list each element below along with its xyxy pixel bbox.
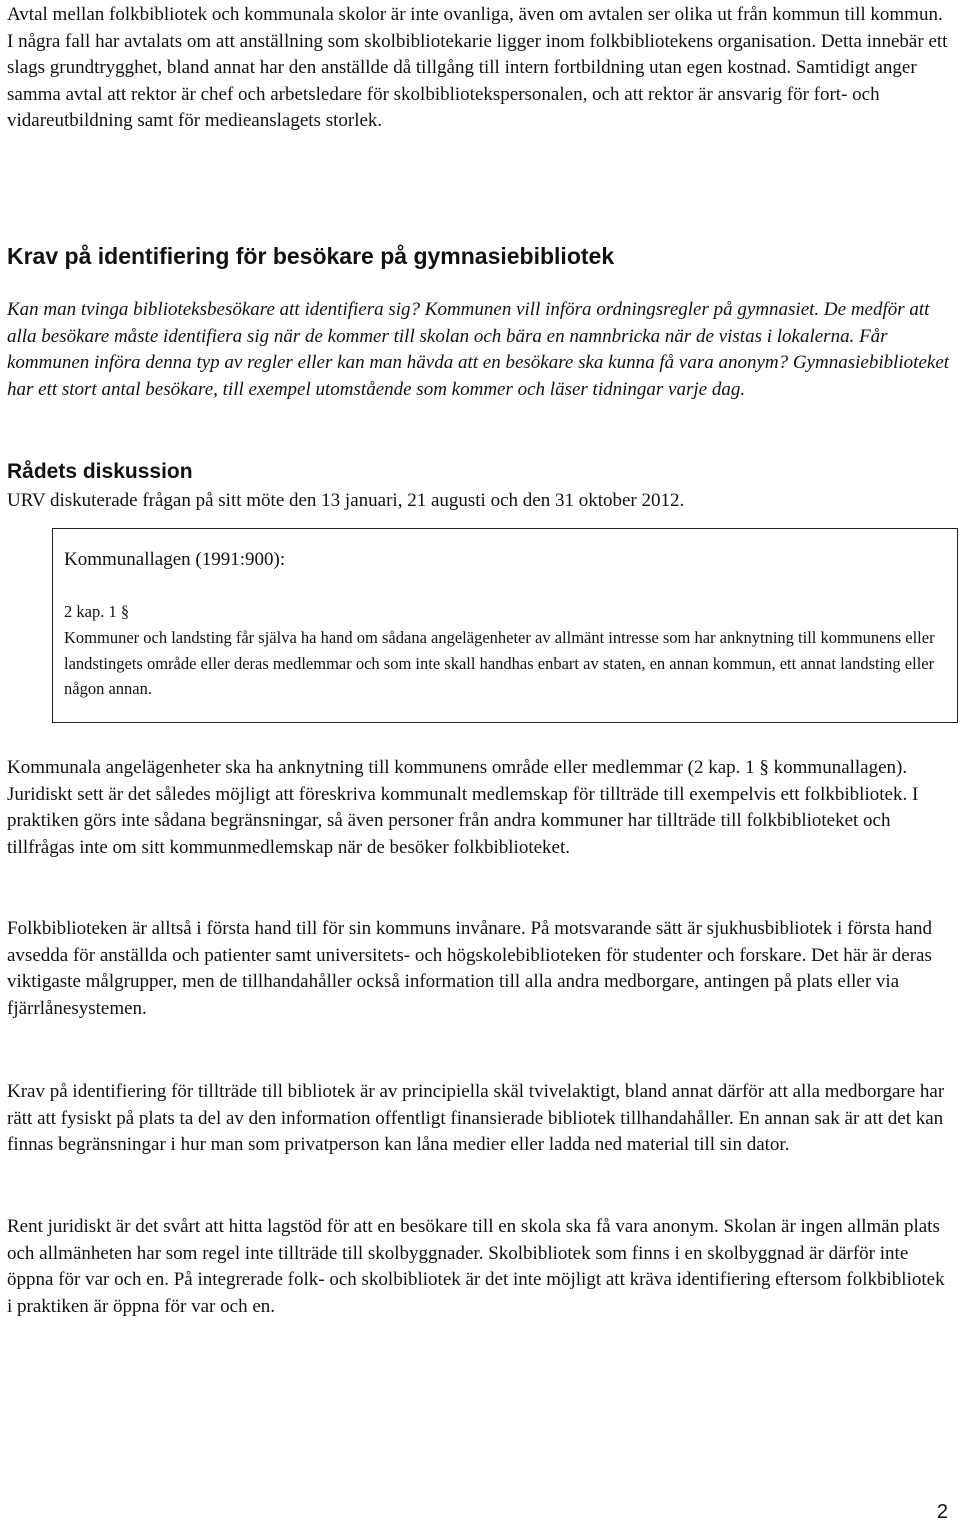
- law-text: Kommuner och landsting får själva ha hand om sådana angelägenheter av allmänt intresse som har anknytning till kommunens eller landstingets område eller deras medlemmar och som inte skall handhas enbart av staten, en annan kommun, ett annat landsting eller någon annan.: [64, 628, 935, 698]
- law-reference: 2 kap. 1 §: [64, 602, 130, 621]
- discussion-paragraph: URV diskuterade frågan på sitt möte den 13 januari, 21 augusti och den 31 oktober 2012.: [7, 490, 685, 511]
- intro-paragraph: Avtal mellan folkbibliotek och kommunala skolor är inte ovanliga, även om avtalen ser olika ut från kommun till kommun. I några fall har avtalats om att anställning som skolbibliotekarie ligger inom folkbibliotekens organisation. Detta innebär ett slags grundtrygghet, bland annat har den anställde då tillgång till intern fortbildning utan egen kostnad. Samtidigt anger samma avtal att rektor är chef och arbetsledare för skolbibliotekspersonalen, och att rektor är ansvarig för fort- och vidareutbildning samt för medieanslagets storlek.: [7, 4, 948, 131]
- body-paragraph: Kommunala angelägenheter ska ha anknytning till kommunens område eller medlemmar (2 kap. 1 § kommunallagen). Juridiskt sett är det således möjligt att föreskriva kommunalt medlemskap för tillträde till exempelvis ett folkbibliotek. I praktiken görs inte sådana begränsningar, så även personer från andra kommuner har tillträde till folkbiblioteket och tillfrågas inte om sitt kommunmedlemskap när de besöker folkbiblioteket.: [7, 757, 919, 858]
- section-heading-krav: Krav på identifiering för besökare på gymnasiebibliotek: [7, 243, 615, 269]
- section-heading-radets-diskussion: Rådets diskussion: [7, 460, 193, 483]
- law-title: Kommunallagen (1991:900):: [64, 549, 286, 570]
- page-number: 2: [936, 1501, 948, 1523]
- body-paragraph: Folkbiblioteken är alltså i första hand till för sin kommuns invånare. På motsvarande sätt är sjukhusbibliotek i första hand avsedda för anställda och patienter samt universitets- och högskolebiblioteken för studenter och forskare. Det här är deras viktigaste målgrupper, men de tillhandahåller också information till alla andra medborgare, antingen på plats eller via fjärrlånesystemen.: [7, 918, 933, 1019]
- body-paragraph: Krav på identifiering för tillträde till bibliotek är av principiella skäl tvivelaktigt, bland annat därför att alla medborgare har rätt att fysiskt på plats ta del av den information offentligt finansierade bibliotek tillhandahåller. En annan sak är att det kan finnas begränsningar i hur man som privatperson kan låna medier eller ladda ned material till sin dator.: [7, 1081, 945, 1155]
- question-paragraph: Kan man tvinga biblioteksbesökare att identifiera sig? Kommunen vill införa ordningsregler på gymnasiet. De medför att alla besökare måste identifiera sig när de kommer till skolan och bära en namnbricka när de vistas i lokalerna. Får kommunen införa denna typ av regler eller kan man hävda att en besökare ska kunna få vara anonym? Gymnasiebiblioteket har ett stort antal besökare, till exempel utomstående som kommer och läser tidningar varje dag.: [7, 299, 950, 400]
- law-quote-box: [52, 528, 958, 723]
- body-paragraph: Rent juridiskt är det svårt att hitta lagstöd för att en besökare till en skola ska få vara anonym. Skolan är ingen allmän plats och allmänheten har som regel inte tillträde till skolbyggnader. Skolbibliotek som finns i en skolbyggnad är därför inte öppna för var och en. På integrerade folk- och skolbibliotek är det inte möjligt att kräva identifiering eftersom folkbibliotek i praktiken är öppna för var och en.: [7, 1216, 945, 1317]
